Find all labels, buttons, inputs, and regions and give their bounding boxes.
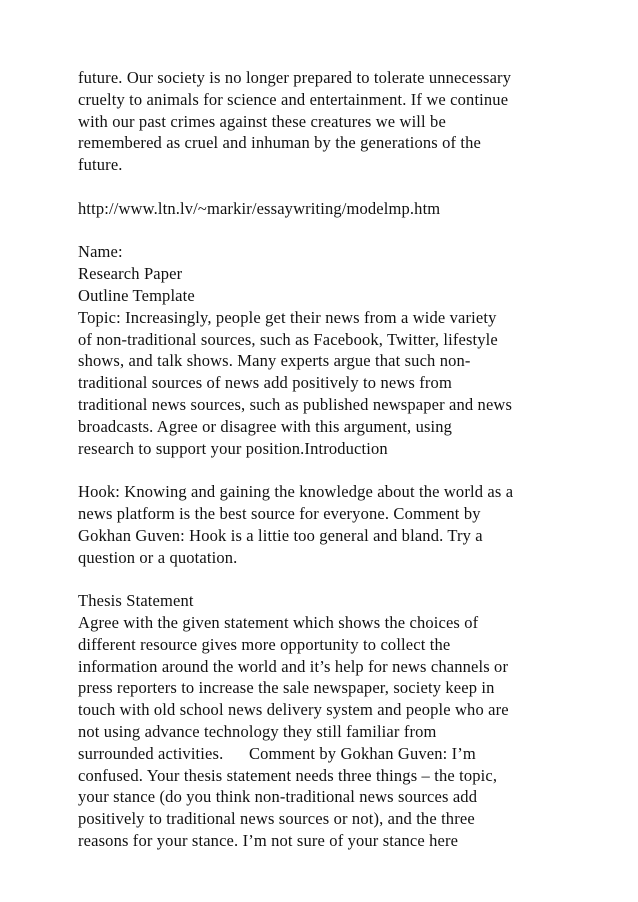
topic-line: research to support your position.Introduction — [78, 438, 388, 458]
name-label: Name: — [78, 242, 123, 262]
doc-subheading: Outline Template — [78, 285, 195, 305]
blank-line — [78, 176, 578, 198]
section-heading-thesis: Thesis Statement — [78, 591, 194, 611]
text-line: with our past crimes against these creatures we will be — [78, 111, 446, 131]
doc-heading: Research Paper — [78, 264, 183, 284]
hook-line: Hook: Knowing and gaining the knowledge about the world as a — [78, 482, 514, 502]
topic-line: shows, and talk shows. Many experts argue that such non- — [78, 351, 471, 371]
document-body — [78, 67, 578, 852]
thesis-line: surrounded activities. Comment by Gokhan Guven: I’m — [78, 743, 476, 763]
thesis-line: not using advance technology they still familiar from — [78, 721, 437, 741]
hook-comment-line: Gokhan Guven: Hook is a littie too general and bland. Try a — [78, 525, 483, 545]
thesis-comment-line: reasons for your stance. I’m not sure of your stance here — [78, 830, 459, 850]
thesis-line: press reporters to increase the sale newspaper, society keep in — [78, 678, 495, 698]
text-line: remembered as cruel and inhuman by the generations of the — [78, 133, 482, 153]
thesis-line: Agree with the given statement which shows the choices of — [78, 612, 479, 632]
blank-line — [78, 220, 578, 242]
thesis-line: different resource gives more opportunity to collect the — [78, 634, 451, 654]
hook-line: news platform is the best source for everyone. Comment by — [78, 503, 481, 523]
topic-line: broadcasts. Agree or disagree with this argument, using — [78, 416, 453, 436]
topic-line: traditional sources of news add positively to news from — [78, 373, 452, 393]
topic-line: Topic: Increasingly, people get their news from a wide variety — [78, 307, 497, 327]
blank-line — [78, 459, 578, 481]
text-line: future. Our society is no longer prepared to tolerate unnecessary — [78, 68, 512, 87]
hook-comment-line: question or a quotation. — [78, 547, 238, 567]
thesis-line: touch with old school news delivery system and people who are — [78, 700, 509, 720]
source-url: http://www.ltn.lv/~markir/essaywriting/modelmp.htm — [78, 198, 441, 218]
text-line: cruelty to animals for science and entertainment. If we continue — [78, 89, 509, 109]
text-line: future. — [78, 155, 123, 175]
topic-line: of non-traditional sources, such as Facebook, Twitter, lifestyle — [78, 329, 498, 349]
blank-line — [78, 568, 578, 590]
thesis-comment-line: positively to traditional news sources or not), and the three — [78, 809, 475, 829]
topic-line: traditional news sources, such as published newspaper and news — [78, 394, 513, 414]
thesis-comment-line: your stance (do you think non-traditional news sources add — [78, 787, 478, 807]
thesis-comment-line: confused. Your thesis statement needs three things – the topic, — [78, 765, 498, 785]
thesis-line: information around the world and it’s help for news channels or — [78, 656, 509, 676]
